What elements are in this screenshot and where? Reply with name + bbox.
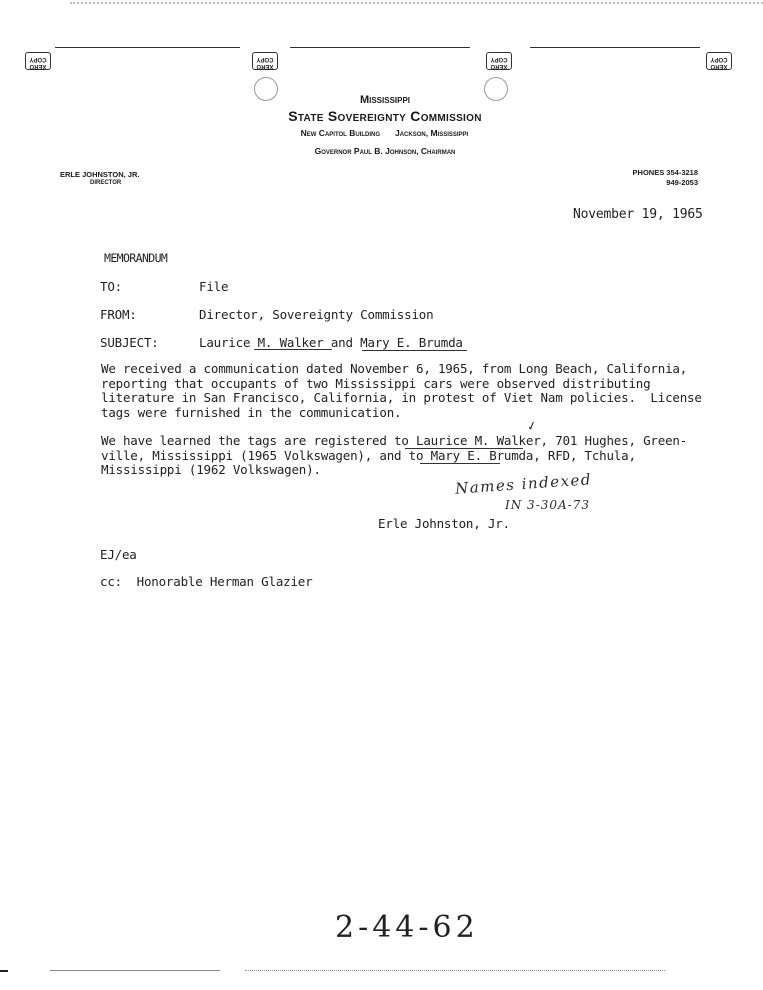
from-value: Director, Sovereignty Commission	[199, 307, 434, 322]
paragraph-2	[101, 434, 687, 478]
letterhead-governor: Governor Paul B. Johnson, Chairman	[314, 146, 456, 156]
letterhead-state: Mississippi	[359, 94, 411, 106]
subject-label: SUBJECT:	[100, 335, 159, 350]
handwritten-underline	[405, 448, 523, 449]
director-title: DIRECTOR	[90, 180, 122, 186]
paragraph-line: Mississippi (1962 Volkswagen).	[101, 462, 321, 477]
scan-border-bottom	[245, 970, 665, 971]
phones-label: PHONES 354-3218	[632, 168, 698, 177]
handwritten-underline	[254, 349, 332, 350]
xero-copy-stamp: XERO COPY	[706, 52, 732, 70]
typist-initials: EJ/ea	[100, 547, 137, 562]
scan-frame-line	[55, 47, 240, 48]
paragraph-line: tags were furnished in the communication.	[101, 404, 402, 420]
paragraph-line: literature in San Francisco, California, in protest of Viet Nam policies. License	[101, 390, 702, 405]
signature-name: Erle Johnston, Jr.	[378, 516, 510, 531]
xero-copy-stamp: XERO COPY	[252, 52, 278, 70]
letterhead-agency: State Sovereignty Commission	[288, 108, 482, 124]
paragraph-line: reporting that occupants of two Mississippi cars were observed distributing	[101, 375, 651, 391]
check-mark-icon: ✓	[525, 417, 539, 435]
handwritten-file-number: 2-44-62	[335, 910, 479, 945]
scan-border-top	[70, 2, 763, 4]
scan-edge-mark	[0, 970, 8, 972]
subject-value: Laurice M. Walker and Mary E. Brumda	[199, 335, 463, 350]
xero-copy-stamp: XERO COPY	[25, 52, 51, 70]
scan-border-bottom	[50, 970, 220, 971]
letterhead-city: Jackson, Mississippi	[395, 128, 469, 138]
phones-second: 949-2053	[666, 178, 698, 187]
scan-frame-line	[530, 47, 700, 48]
memo-heading: MEMORANDUM	[104, 251, 168, 265]
handwritten-note-index-code: IN 3-30A-73	[505, 498, 591, 512]
xero-copy-stamp: XERO COPY	[486, 52, 512, 70]
paragraph-line: ville, Mississippi (1965 Volkswagen), and to Mary E. Brumda, RFD, Tchula,	[101, 447, 636, 463]
handwritten-note-indexed: Names indexed	[454, 470, 593, 498]
paragraph-line: We have learned the tags are registered to Laurice M. Walker, 701 Hughes, Green-	[101, 433, 688, 448]
paragraph-1	[101, 362, 702, 420]
paragraph-line: We received a communication dated November 6, 1965, from Long Beach, California,	[101, 361, 688, 376]
handwritten-underline	[362, 350, 467, 351]
to-label: TO:	[100, 279, 122, 294]
scan-frame-line	[290, 47, 470, 48]
director-name: ERLE JOHNSTON, JR.	[60, 170, 140, 179]
handwritten-underline	[420, 463, 500, 464]
letterhead-building: New Capitol Building	[300, 128, 380, 138]
memo-date: November 19, 1965	[573, 207, 703, 222]
to-value: File	[199, 279, 229, 294]
carbon-copy: cc: Honorable Herman Glazier	[100, 574, 313, 589]
from-label: FROM:	[100, 307, 137, 322]
